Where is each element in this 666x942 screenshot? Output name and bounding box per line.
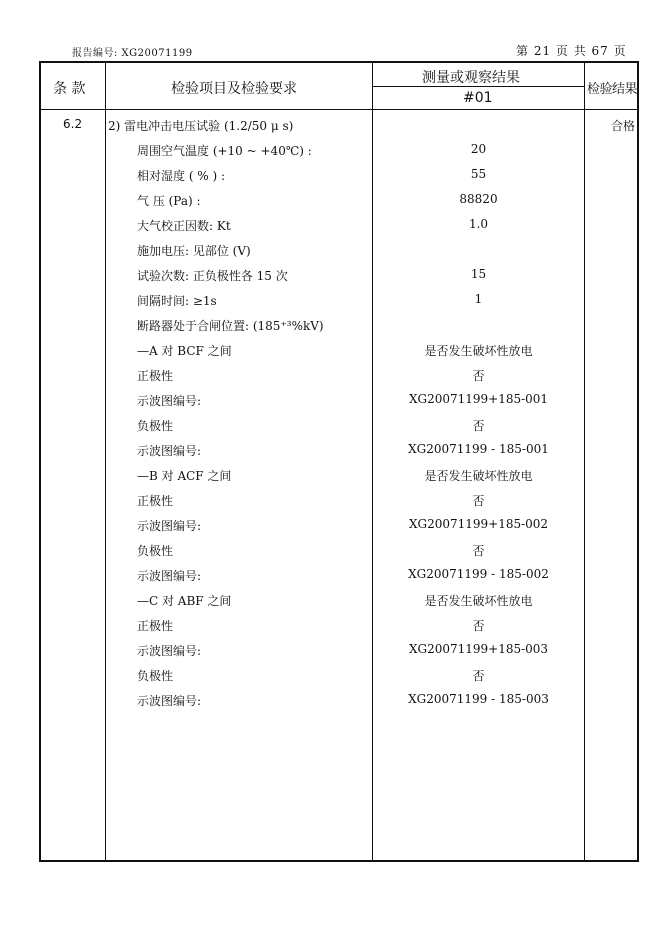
test-value: 1	[474, 292, 483, 306]
divider	[584, 63, 585, 860]
test-item: 正极性	[137, 369, 174, 383]
inspection-table	[39, 61, 639, 862]
test-value: 55	[470, 167, 487, 181]
divider	[105, 63, 106, 860]
test-item: 相对湿度 ( % ) :	[137, 169, 226, 183]
test-value: XG20071199 - 185-001	[408, 442, 549, 456]
test-value: 否	[472, 494, 485, 508]
header-divider	[41, 109, 637, 110]
test-item: 负极性	[137, 669, 174, 683]
test-value: 是否发生破坏性放电	[424, 594, 533, 608]
test-item: 示波图编号:	[137, 394, 202, 408]
test-value: 1.0	[468, 217, 489, 231]
test-value: 否	[472, 419, 485, 433]
test-item: —A 对 BCF 之间	[137, 344, 232, 358]
page-number: 第 21 页 共 67 页	[516, 44, 627, 58]
test-value: XG20071199+185-002	[408, 517, 549, 531]
test-item: 负极性	[137, 544, 174, 558]
header-measure: 测量或观察结果	[422, 70, 520, 86]
test-value: 88820	[459, 192, 498, 206]
test-item: —B 对 ACF 之间	[137, 469, 232, 483]
header-result: 检验结果	[587, 82, 638, 97]
test-item: 周围空气温度 (+10 ~ +40℃) :	[137, 144, 312, 158]
test-item: 大气校正因数: Kt	[137, 219, 231, 233]
test-item: —C 对 ABF 之间	[137, 594, 232, 608]
test-value: 15	[470, 267, 487, 281]
test-value: XG20071199 - 185-002	[408, 567, 549, 581]
test-item: 正极性	[137, 619, 174, 633]
test-item: 气 压 (Pa) :	[137, 194, 201, 208]
test-item: 2) 雷电冲击电压试验 (1.2/50 μ s)	[108, 119, 294, 133]
test-value: 否	[472, 544, 485, 558]
test-item: 示波图编号:	[137, 694, 202, 708]
test-item: 施加电压: 见部位 (V)	[137, 244, 251, 258]
test-item: 示波图编号:	[137, 444, 202, 458]
test-item: 正极性	[137, 494, 174, 508]
test-item: 负极性	[137, 419, 174, 433]
test-item: 示波图编号:	[137, 519, 202, 533]
test-item: 间隔时间: ≥1s	[137, 294, 217, 308]
test-value: 20	[470, 142, 487, 156]
clause-number: 6.2	[63, 117, 83, 131]
test-item: 示波图编号:	[137, 569, 202, 583]
test-value: 是否发生破坏性放电	[424, 469, 533, 483]
test-value: 否	[472, 669, 485, 683]
test-value: 否	[472, 619, 485, 633]
test-item: 试验次数: 正负极性各 15 次	[137, 269, 288, 283]
test-value: 是否发生破坏性放电	[424, 344, 533, 358]
verdict: 合格	[611, 119, 636, 133]
test-value: 否	[472, 369, 485, 383]
test-item: 示波图编号:	[137, 644, 202, 658]
header-measure-sub: #01	[463, 90, 493, 106]
header-item: 检验项目及检验要求	[171, 81, 297, 97]
test-value: XG20071199+185-003	[408, 642, 549, 656]
test-item: 断路器处于合闸位置: (185⁺³%kV)	[137, 319, 324, 333]
header-clause: 条 款	[53, 81, 86, 97]
test-value: XG20071199 - 185-003	[408, 692, 549, 706]
report-number: 报告编号: XG20071199	[72, 48, 193, 59]
divider	[372, 63, 373, 860]
test-value: XG20071199+185-001	[408, 392, 549, 406]
